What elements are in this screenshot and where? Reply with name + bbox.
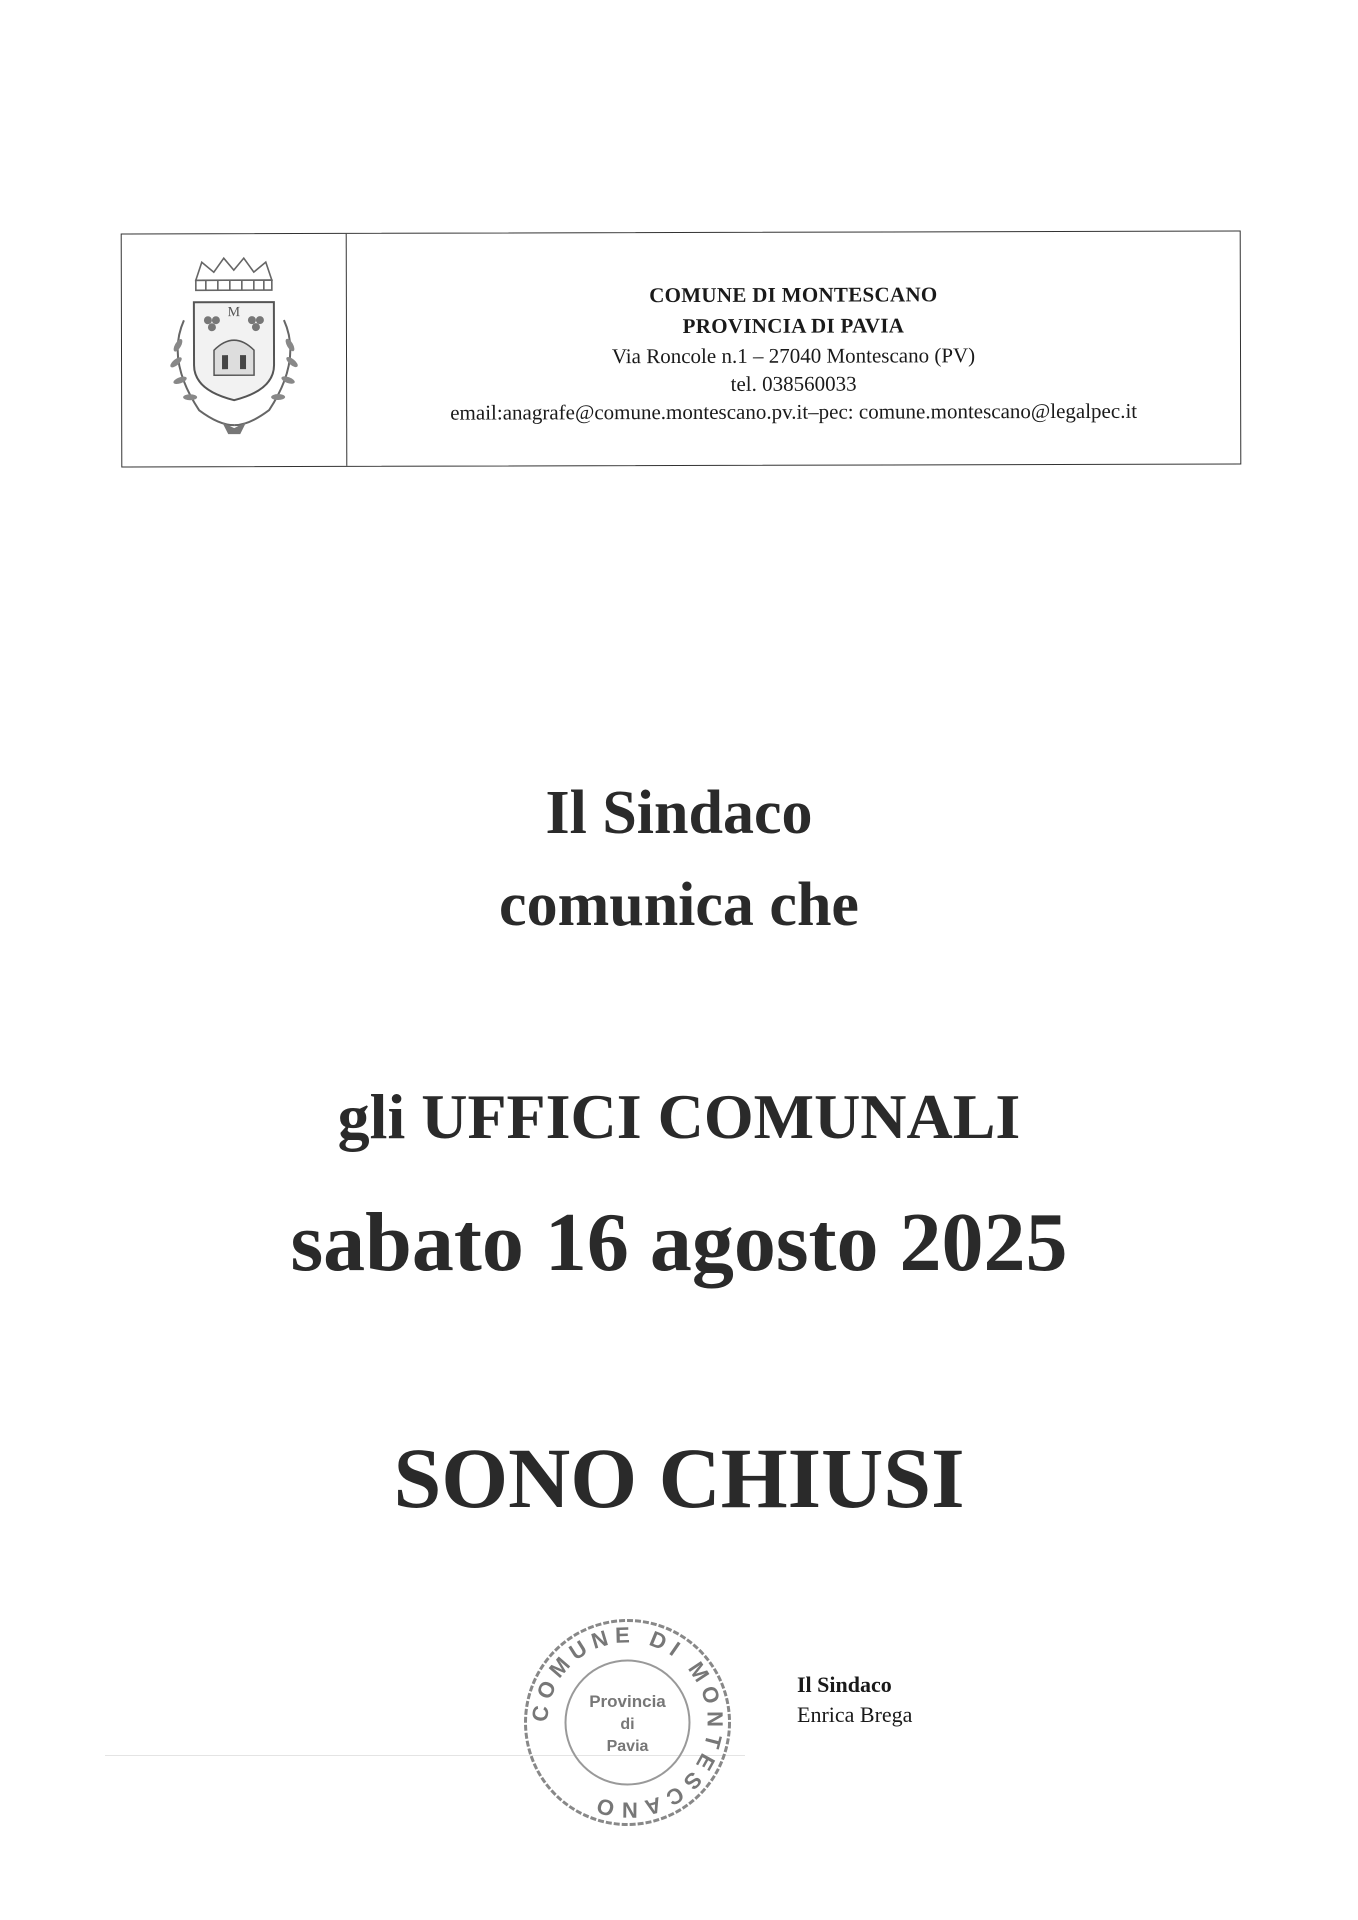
notice-date: sabato 16 agosto 2025 <box>290 1196 1068 1289</box>
address: Via Roncole n.1 – 27040 Montescano (PV) <box>611 343 976 369</box>
coat-of-arms-icon <box>144 250 325 450</box>
stamp-center-3: Pavia <box>606 1738 649 1755</box>
svg-text:M: M <box>227 305 241 321</box>
letterhead-info <box>347 232 1241 466</box>
signature-block <box>797 1670 912 1730</box>
municipality-name: COMUNE DI MONTESCANO <box>649 282 938 308</box>
phone: tel. 038560033 <box>730 371 857 396</box>
notice-closed: SONO CHIUSI <box>393 1430 965 1526</box>
contacts: email:anagrafe@comune.montescano.pv.it–pec: comune.montescano@legalpec.it <box>450 398 1138 425</box>
stamp-center-1: Provincia <box>589 1692 666 1711</box>
crest-cell <box>122 234 348 467</box>
stamp-center-2: di <box>620 1716 635 1733</box>
letterhead <box>121 231 1242 468</box>
signature-name: Enrica Brega <box>797 1702 913 1727</box>
notice-line-3: gli UFFICI COMUNALI <box>337 1081 1021 1152</box>
province-name: PROVINCIA DI PAVIA <box>682 313 905 338</box>
stamp-ring-text: COMUNE DI MONTESCANO <box>526 1622 728 1823</box>
municipal-stamp-icon <box>520 1615 735 1830</box>
notice-line-2: comunica che <box>499 871 859 939</box>
signature-role: Il Sindaco <box>797 1672 892 1697</box>
notice-line-1: Il Sindaco <box>545 779 813 847</box>
